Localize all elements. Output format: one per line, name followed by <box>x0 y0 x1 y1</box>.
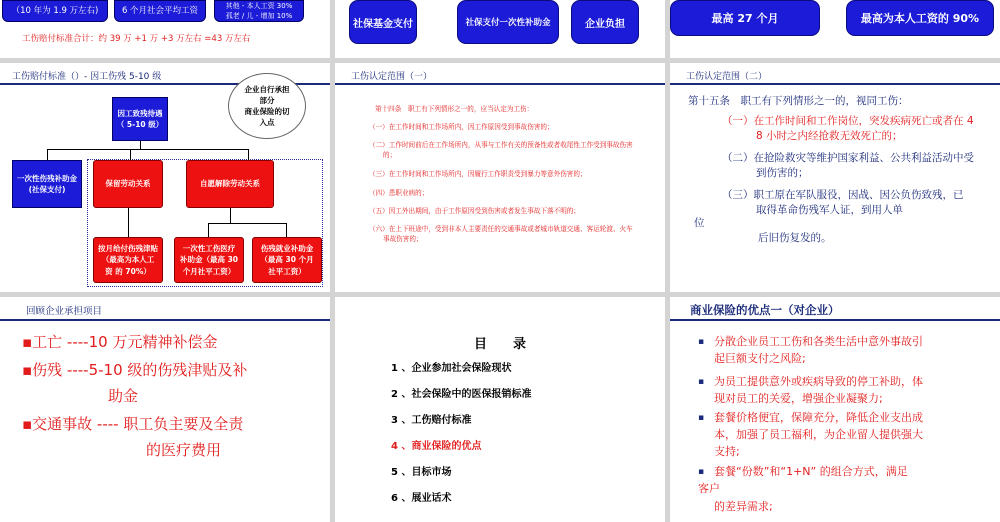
review-line-4: ▪交通事故 ---- 职工负主要及全责 <box>22 415 244 433</box>
slide-2 <box>335 0 665 58</box>
keep-labor-relation-box <box>93 160 163 208</box>
root-line-2: （ 5-10 级） <box>116 120 164 129</box>
slide-title: 工伤赔付标准（）- 因工伤残 5-10 级 <box>12 72 162 82</box>
terminate-labor-relation-box <box>186 160 274 208</box>
slide-title: 回顾企业承担项目 <box>26 306 103 317</box>
advantage-1-line-2: 起巨额支付之风险; <box>714 352 806 366</box>
toc-item-4[interactable]: 4 、商业保险的优点 <box>391 441 482 452</box>
slide-1 <box>0 0 330 58</box>
monthly-allowance-box <box>93 237 163 283</box>
left-line-2: (社保支付) <box>28 185 66 194</box>
article-item-5: （五）因工外出期间，由于工作原因受到伤害或者发生事故下落不明的； <box>369 207 580 215</box>
advantage-2-line-1: 为员工提供意外或疾病导致的停工补助，体 <box>714 375 923 388</box>
article-intro: 第十四条 职工有下列情形之一的，应当认定为工伤： <box>375 105 534 113</box>
advantage-4-line-2: 客户 <box>698 482 720 495</box>
connector <box>286 223 287 237</box>
article-item-4: （四）患职业病的； <box>369 189 429 197</box>
advantage-3-line-3: 支持; <box>714 445 740 459</box>
connector <box>130 149 131 160</box>
callout-line-2: 部分 <box>259 95 275 105</box>
slide-4 <box>0 63 330 292</box>
title-divider <box>335 83 665 85</box>
advantage-4-line-1: 套餐“份数”和“1+N” 的组合方式，满足 <box>714 465 908 478</box>
root-box <box>112 97 168 141</box>
advantage-1-line-1: 分散企业员工工伤和各类生活中意外事故引 <box>714 335 923 348</box>
article-item-3: （三）在工作时间和工作场所内，因履行工作职责受到暴力等意外伤害的； <box>369 170 587 178</box>
max-27-months-label: 最高 27 个月 <box>711 12 779 25</box>
one-time-disability-box <box>12 160 82 208</box>
max-90-percent-button <box>846 0 994 36</box>
advantage-1 <box>714 333 994 367</box>
slide-5 <box>335 63 665 292</box>
box-other <box>214 0 304 22</box>
leaf2-line-3: 个月社平工资） <box>182 266 236 276</box>
one-time-subsidy-label: 社保支付一次性补助金 <box>465 18 551 28</box>
bullet-4: ▪ <box>698 467 705 477</box>
social-fund-button <box>349 0 417 44</box>
title-divider <box>0 319 330 321</box>
connector <box>248 149 249 160</box>
connector <box>208 223 209 237</box>
advantage-3 <box>714 409 994 460</box>
bullet-2: ▪ <box>698 377 705 387</box>
max-90-percent-label: 最高为本人工资的 90% <box>860 12 980 25</box>
bullet-3: ▪ <box>698 413 705 423</box>
leaf3-line-3: 社平工资） <box>268 266 306 276</box>
slide-7 <box>0 297 330 522</box>
box-six-month-text: 6 个月社会平均工资 <box>121 5 199 16</box>
connector <box>47 149 248 150</box>
advantage-4-line-3: 的差异需求; <box>714 500 773 513</box>
left-line-1: 一次性伤残补助金 <box>17 173 77 183</box>
article-item-3b: 位 <box>694 217 705 229</box>
article-item-1: （一）在工作时间和工作场所内，因工作原因受到事故伤害的； <box>369 123 554 131</box>
one-time-subsidy-button <box>457 0 559 44</box>
advantage-2 <box>714 373 994 407</box>
connector <box>230 208 231 223</box>
slide-title: 工伤认定范围（二） <box>686 72 768 82</box>
article-item-3a: （三）职工原在军队服役，因战、因公负伤致残，已取得革命伤残军人证，到用人单 <box>722 189 964 216</box>
title-divider <box>670 83 1000 85</box>
toc-item-3[interactable]: 3 、工伤赔付标准 <box>391 415 472 426</box>
enterprise-burden-button <box>571 0 639 44</box>
advantage-2-line-2: 现对员工的关爱，增强企业凝聚力; <box>714 392 883 406</box>
bullet-1: ▪ <box>698 337 705 347</box>
slide-9 <box>670 297 1000 522</box>
box-other-line2: 孤老 / 儿 - 增加 10% <box>225 12 293 20</box>
callout-ellipse <box>228 73 306 139</box>
leaf3-line-2: （最高 30 个月 <box>260 255 314 265</box>
connector <box>140 141 141 149</box>
review-line-2: ▪伤残 ----5-10 级的伤残津贴及补 <box>22 361 248 379</box>
toc-item-5[interactable]: 5 、目标市场 <box>391 467 452 478</box>
social-fund-label: 社保基金支付 <box>353 18 413 30</box>
callout-line-4: 入点 <box>259 118 275 128</box>
callout-line-1: 企业自行承担 <box>244 84 290 94</box>
box-annual-payment-text: （10 年为 1.9 万左右) <box>11 5 99 16</box>
article-intro: 第十五条 职工有下列情形之一的，视同工伤： <box>688 95 909 107</box>
total-text: 工伤赔付标准合计：约 39 万 +1 万 +3 万左右 =43 万左右 <box>22 34 251 44</box>
review-line-5: 的医疗费用 <box>146 441 222 459</box>
connector <box>128 208 129 237</box>
leaf2-line-2: 补助金（最高 30 <box>179 255 239 265</box>
article-item-2: （二）工作时间前后在工作场所内，从事与工作有关的预备性或者收尾性工作受到事故伤害的； <box>369 141 633 159</box>
article-item-2: （二）在抢险救灾等维护国家利益、公共利益活动中受到伤害的； <box>722 152 974 179</box>
title-divider <box>670 319 1000 321</box>
leaf2-line-1: 一次性工伤医疗 <box>182 244 236 254</box>
slide-6 <box>670 63 1000 292</box>
slide-title: 商业保险的优点一（对企业） <box>690 303 840 317</box>
slide-title: 工伤认定范围（一） <box>351 72 433 82</box>
leaf1-line-3: 资 的 70%） <box>105 266 151 276</box>
toc-item-6[interactable]: 6 、展业话术 <box>391 493 452 504</box>
advantage-3-line-2: 本，加强了员工福利，为企业留人提供强大 <box>714 428 923 442</box>
article-item-6: （六）在上下班途中，受到非本人主要责任的交通事故或者城市轨道交通、客运轮渡、火车事故伤害的； <box>369 225 633 243</box>
enterprise-burden-label: 企业负担 <box>585 18 625 30</box>
employment-subsidy-box <box>252 237 322 283</box>
box-annual-payment <box>2 0 108 22</box>
connector <box>47 149 48 160</box>
leaf1-line-2: （最高为本人工 <box>101 255 155 265</box>
box-six-month <box>114 0 206 22</box>
leaf3-line-1: 伤残就业补助金 <box>260 244 314 254</box>
toc-item-2[interactable]: 2 、社会保险中的医保报销标准 <box>391 389 532 400</box>
article-item-3c: 后旧伤复发的。 <box>758 232 832 244</box>
callout-line-3: 商业保险的切 <box>244 107 290 116</box>
box-other-line1: 其他 - 本人工资 30% <box>225 1 293 10</box>
leaf1-line-1: 按月给付伤残津贴 <box>98 244 158 254</box>
toc-item-1[interactable]: 1 、企业参加社会保险现状 <box>391 363 512 374</box>
advantage-3-line-1: 套餐价格便宜，保障充分，降低企业支出成 <box>714 411 923 424</box>
root-line-1: 因工致残待遇 <box>117 108 163 118</box>
toc-title: 目 录 <box>473 337 526 352</box>
medical-subsidy-box <box>174 237 244 283</box>
right-label: 自愿解除劳动关系 <box>200 179 260 189</box>
slide-3 <box>670 0 1000 58</box>
connector <box>208 223 286 224</box>
review-line-3: 助金 <box>108 387 139 405</box>
article-item-1: （一）在工作时间和工作岗位，突发疾病死亡或者在 4 8 小时之内经抢救无效死亡的； <box>722 115 974 142</box>
max-27-months-button <box>670 0 820 36</box>
review-line-1: ▪工亡 ----10 万元精神补偿金 <box>22 333 218 351</box>
slide-8 <box>335 297 665 522</box>
mid-label: 保留劳动关系 <box>105 179 151 189</box>
